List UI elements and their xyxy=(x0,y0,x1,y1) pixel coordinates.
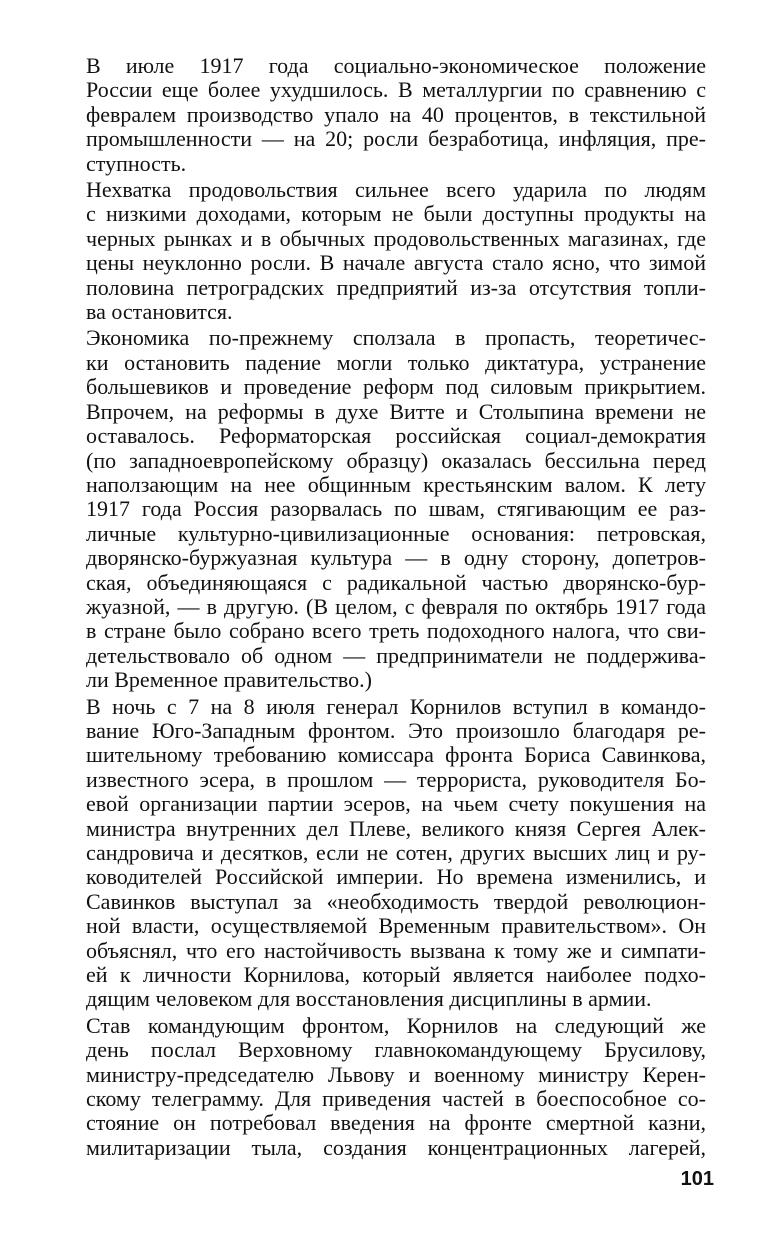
text-line: В июле 1917 года социально-экономическое положение xyxy=(86,53,706,78)
text-line: Впрочем, на реформы в духе Витте и Столыпина времени не xyxy=(86,398,706,424)
text-line: половина петроградских предприятий из-за отсутствия топли- xyxy=(86,274,706,300)
text-line: 1917 года Россия разорвалась по швам, стягивающим ее раз- xyxy=(86,496,706,522)
text-line: В ночь с 7 на 8 июля генерал Корнилов вступил в командо- xyxy=(86,693,706,719)
text-line: Став командующим фронтом, Корнилов на следующий же xyxy=(86,1012,706,1038)
text-line: большевиков и проведение реформ под силовым прикрытием. xyxy=(86,374,706,400)
book-page-text xyxy=(86,54,706,1162)
text-line: известного эсера, в прошлом — террориста, руководителя Бо- xyxy=(86,766,706,792)
text-line: ступность. xyxy=(86,150,187,176)
text-line: Нехватка продовольствия сильнее всего ударила по людям xyxy=(86,177,706,203)
text-line: ководителей Российской империи. Но времена изменились, и xyxy=(86,864,706,890)
text-line: скому телеграмму. Для приведения частей в боеспособное со- xyxy=(86,1086,706,1112)
text-line: ли Временное правительство.) xyxy=(86,667,372,693)
text-line: стояние он потребовал введения на фронте смертной казни, xyxy=(86,1110,706,1136)
text-line: ки остановить падение могли только диктатура, устранение xyxy=(86,349,706,375)
text-line: ская, объединяющаяся с радикальной частью дворянско-бур- xyxy=(86,569,706,595)
text-line: промышленности — на 20; росли безработица, инфляция, пре- xyxy=(86,126,706,152)
text-line: детельствовало об одном — предприниматели не поддержива- xyxy=(86,642,706,668)
text-line: Савинков выступал за «необходимость твердой революцион- xyxy=(86,888,706,914)
text-line: оставалось. Реформаторская российская социал-демократия xyxy=(86,423,706,449)
text-line: шительному требованию комиссара фронта Бориса Савинкова, xyxy=(86,742,706,768)
text-line: цены неуклонно росли. В начале августа стало ясно, что зимой xyxy=(86,250,706,276)
text-line: дящим человеком для восстановления дисциплины в армии. xyxy=(86,986,652,1012)
text-line: жуазной, — в другую. (В целом, с февраля по октябрь 1917 года xyxy=(86,593,706,619)
text-line: ей к личности Корнилова, который является наиболее подхо- xyxy=(86,962,706,988)
text-line: (по западноевропейскому образцу) оказалась бессильна перед xyxy=(86,447,706,473)
text-line: сандровича и десятков, если не сотен, других высших лиц и ру- xyxy=(86,840,706,865)
text-line: наползающим на нее общинным крестьянским валом. К лету xyxy=(86,471,706,497)
text-line: февралем производство упало на 40 процентов, в текстильной xyxy=(86,101,706,127)
paragraph xyxy=(86,695,706,1012)
text-line: ва остановится. xyxy=(86,299,233,325)
text-line: министру-председателю Львову и военному министру Керен- xyxy=(86,1061,706,1087)
text-line: черных рынках и в обычных продовольственных магазинах, где xyxy=(86,225,706,251)
text-line: вание Юго-Западным фронтом. Это произошло благодаря ре- xyxy=(86,717,706,743)
paragraph xyxy=(86,1014,706,1160)
text-line: с низкими доходами, которым не были доступны продукты на xyxy=(86,201,706,227)
text-line: день послал Верховному главнокомандующему Брусилову, xyxy=(86,1037,706,1063)
text-line: министра внутренних дел Плеве, великого князя Сергея Алек- xyxy=(86,815,706,841)
text-line: дворянско-буржуазная культура — в одну сторону, допетров- xyxy=(86,545,706,571)
paragraph xyxy=(86,54,706,176)
text-line: личные культурно-цивилизационные основания: петровская, xyxy=(86,520,706,546)
text-line: милитаризации тыла, создания концентрационных лагерей, xyxy=(86,1134,706,1160)
text-line: ной власти, осуществляемой Временным правительством». Он xyxy=(86,913,706,939)
text-line: в стране было собрано всего треть подоходного налога, что сви- xyxy=(86,618,706,644)
paragraph xyxy=(86,178,706,324)
text-line: евой организации партии эсеров, на чьем счету покушения на xyxy=(86,791,706,817)
paragraph xyxy=(86,326,706,692)
text-line: России еще более ухудшилось. В металлургии по сравнению с xyxy=(86,77,706,103)
page-number: 101 xyxy=(680,1168,714,1190)
text-line: Экономика по-прежнему сползала в пропасть, теоретичес- xyxy=(86,325,706,351)
text-line: объяснял, что его настойчивость вызвана к тому же и симпати- xyxy=(86,937,706,963)
